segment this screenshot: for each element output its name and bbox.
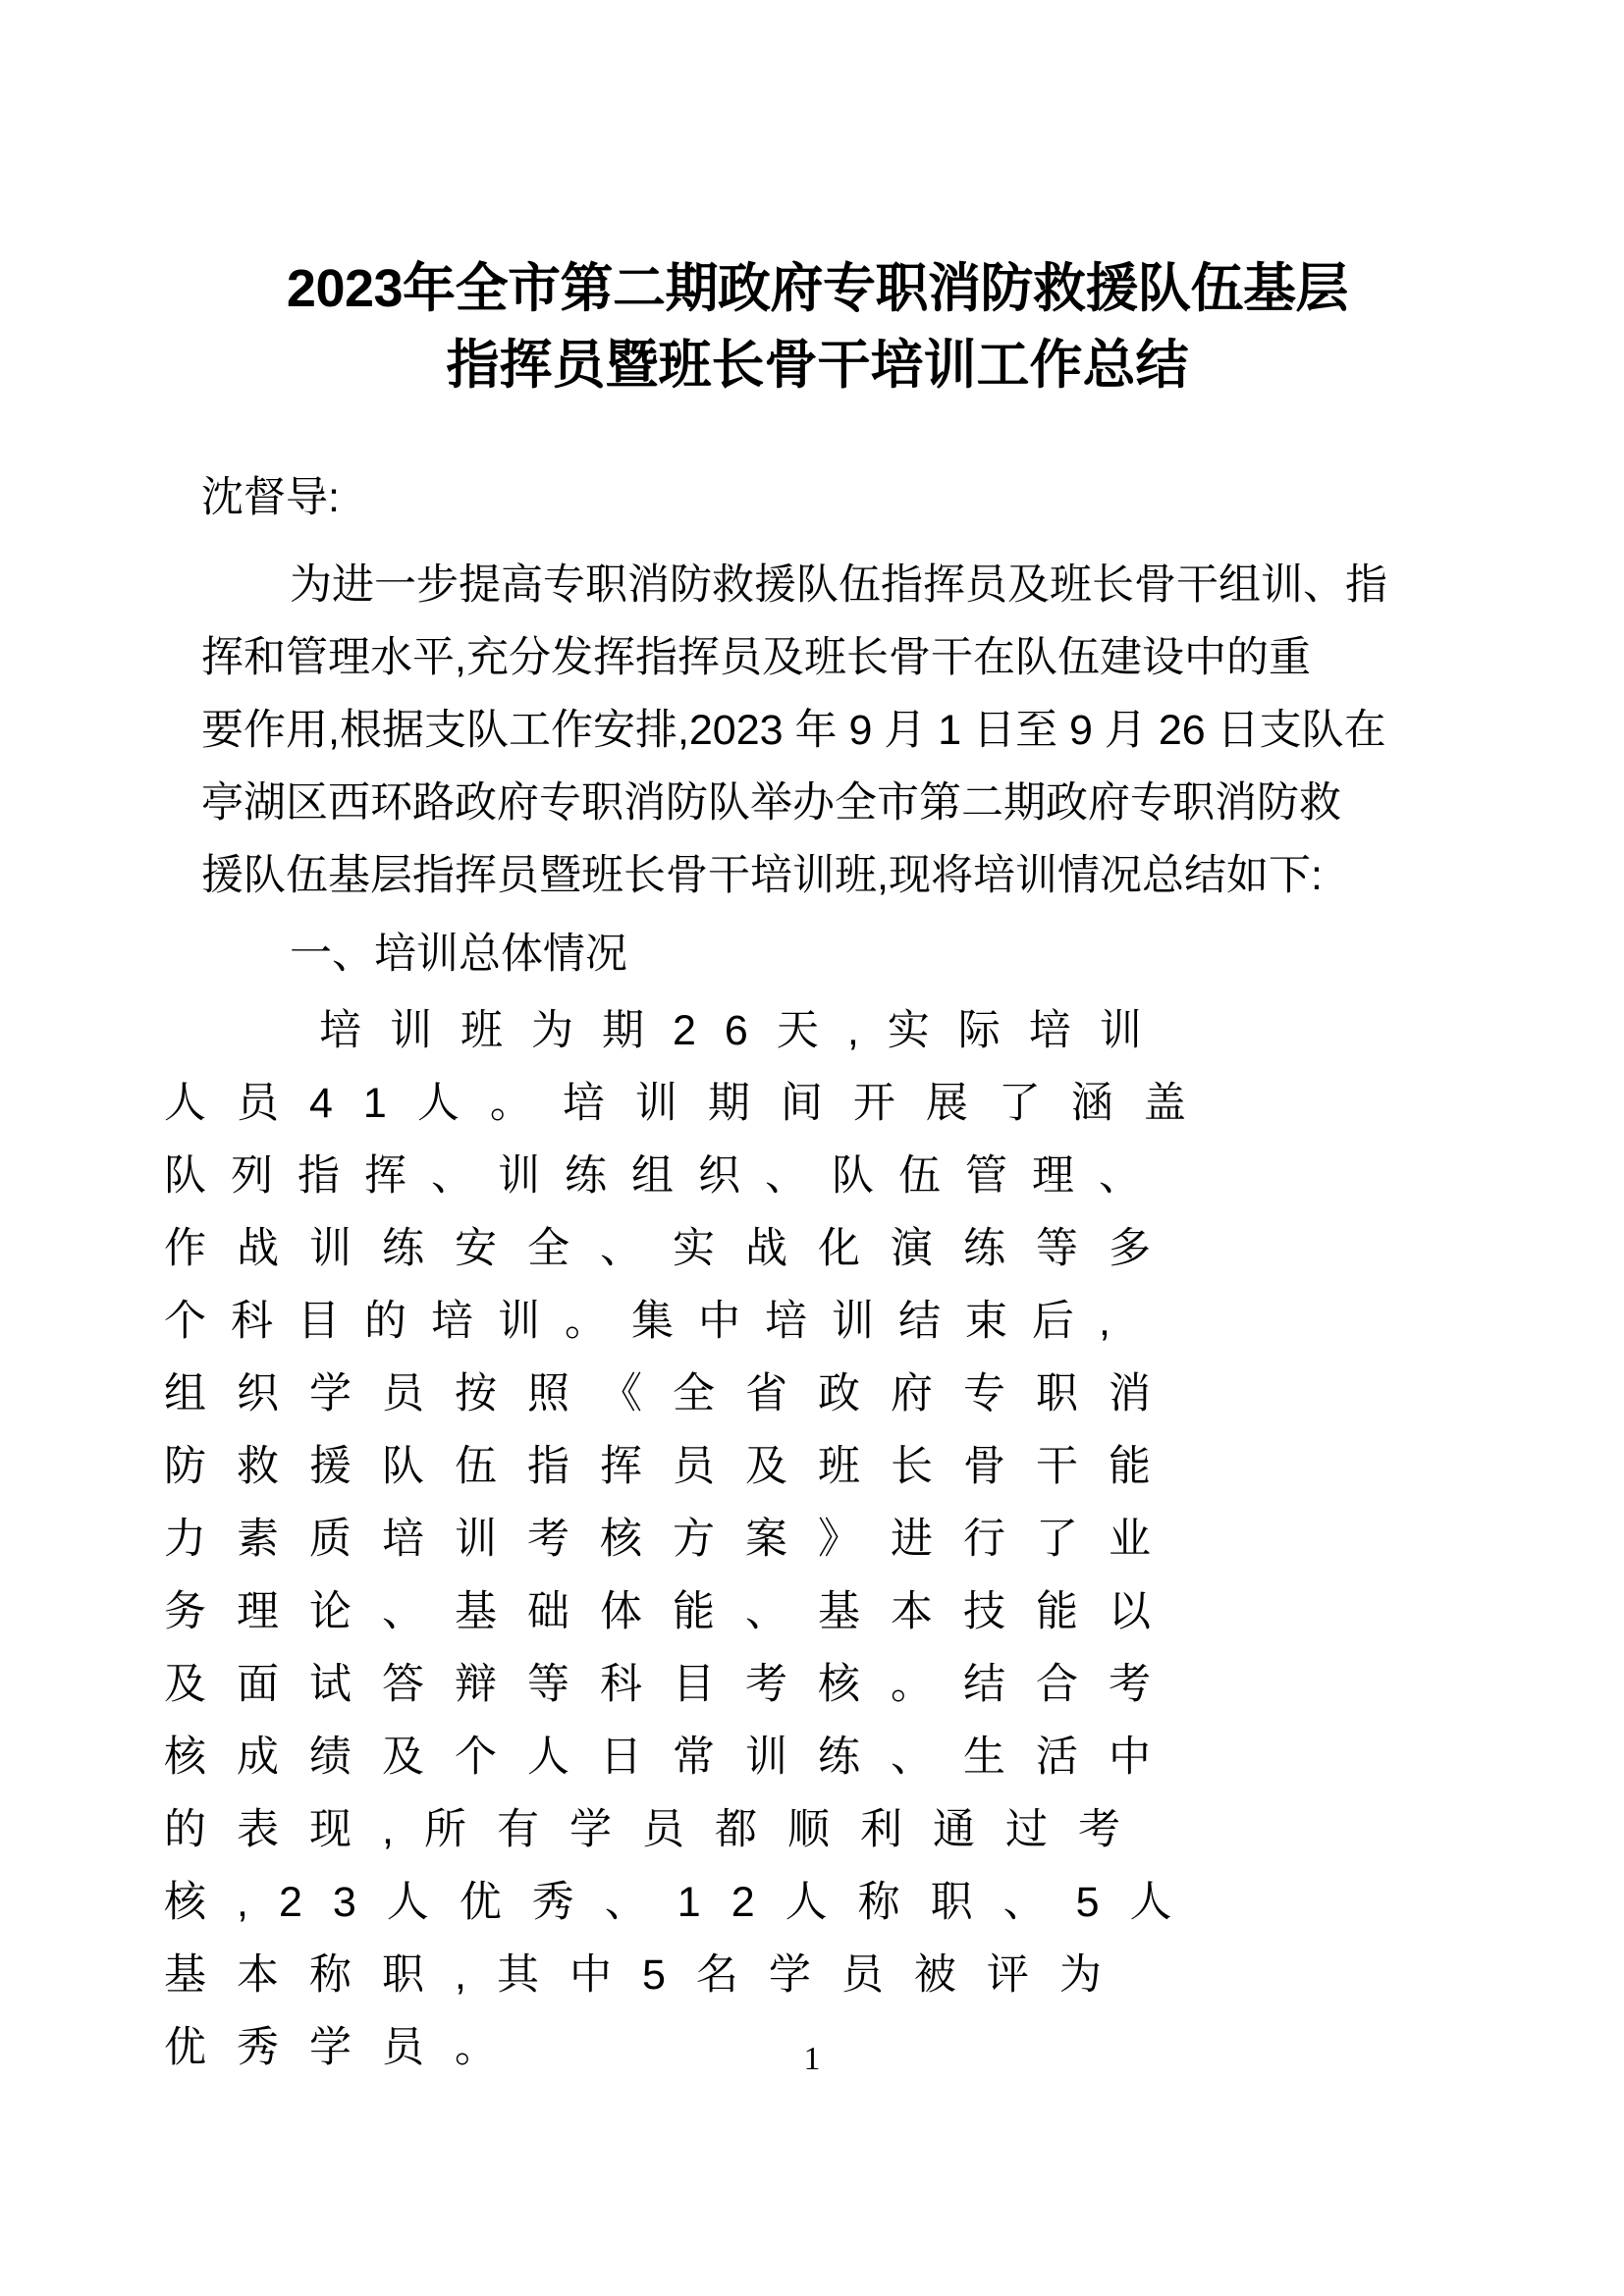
page-title-line-1: 2023年全市第二期政府专职消防救援队伍基层 bbox=[286, 259, 1349, 318]
paragraph-training-overview-line-15: 优秀学员。 bbox=[164, 2024, 527, 2071]
paragraph-training-overview-line-7: 防救援队伍指挥员及班长骨干能 bbox=[164, 1443, 1181, 1490]
paragraph-intro-line-1: 为进一步提高专职消防救援队伍指挥员及班长骨干组训、指 bbox=[290, 561, 1387, 609]
paragraph-training-overview-line-3: 队列指挥、训练组织、队伍管理、 bbox=[164, 1152, 1165, 1200]
paragraph-intro bbox=[201, 527, 1434, 912]
section-heading-1: 一、培训总体情况 bbox=[290, 931, 627, 978]
page-number: 1 bbox=[803, 2041, 821, 2077]
page-title bbox=[201, 0, 1434, 403]
paragraph-training-overview-line-1: 培训班为期26天,实际培训 bbox=[319, 1007, 1170, 1054]
salutation: 沈督导: bbox=[201, 474, 340, 521]
paragraph-training-overview-line-14: 基本称职,其中5名学员被评为 bbox=[164, 1951, 1132, 1999]
paragraph-training-overview-line-5: 个科目的培训。集中培训结束后, bbox=[164, 1298, 1135, 1345]
paragraph-intro-line-3: 要作用,根据支队工作安排,2023 年 9 月 1 日至 9 月 26 日支队在 bbox=[201, 707, 1386, 754]
paragraph-training-overview-line-6: 组织学员按照《全省政府专职消 bbox=[164, 1370, 1181, 1417]
paragraph-training-overview-line-2: 人员41人。培训期间开展了涵盖 bbox=[164, 1080, 1217, 1127]
paragraph-training-overview bbox=[164, 990, 1434, 2084]
paragraph-training-overview-line-11: 核成绩及个人日常训练、生活中 bbox=[164, 1734, 1181, 1781]
paragraph-intro-line-4: 亭湖区西环路政府专职消防队举办全市第二期政府专职消防救 bbox=[201, 779, 1341, 827]
paragraph-intro-line-5: 援队伍基层指挥员暨班长骨干培训班,现将培训情况总结如下: bbox=[201, 852, 1323, 899]
paragraph-training-overview-line-8: 力素质培训考核方案》进行了业 bbox=[164, 1516, 1181, 1563]
paragraph-training-overview-line-13: 核,23人优秀、12人称职、5人 bbox=[164, 1879, 1203, 1926]
paragraph-training-overview-line-4: 作战训练安全、实战化演练等多 bbox=[164, 1225, 1181, 1272]
paragraph-training-overview-line-10: 及面试答辩等科目考核。结合考 bbox=[164, 1661, 1181, 1708]
paragraph-training-overview-line-9: 务理论、基础体能、基本技能以 bbox=[164, 1588, 1181, 1635]
paragraph-intro-line-2: 挥和管理水平,充分发挥指挥员及班长骨干在队伍建设中的重 bbox=[201, 634, 1311, 681]
paragraph-training-overview-line-12: 的表现,所有学员都顺利通过考 bbox=[164, 1806, 1151, 1853]
page-title-line-2: 指挥员暨班长骨干培训工作总结 bbox=[446, 336, 1189, 395]
page-content bbox=[164, 0, 1434, 2084]
